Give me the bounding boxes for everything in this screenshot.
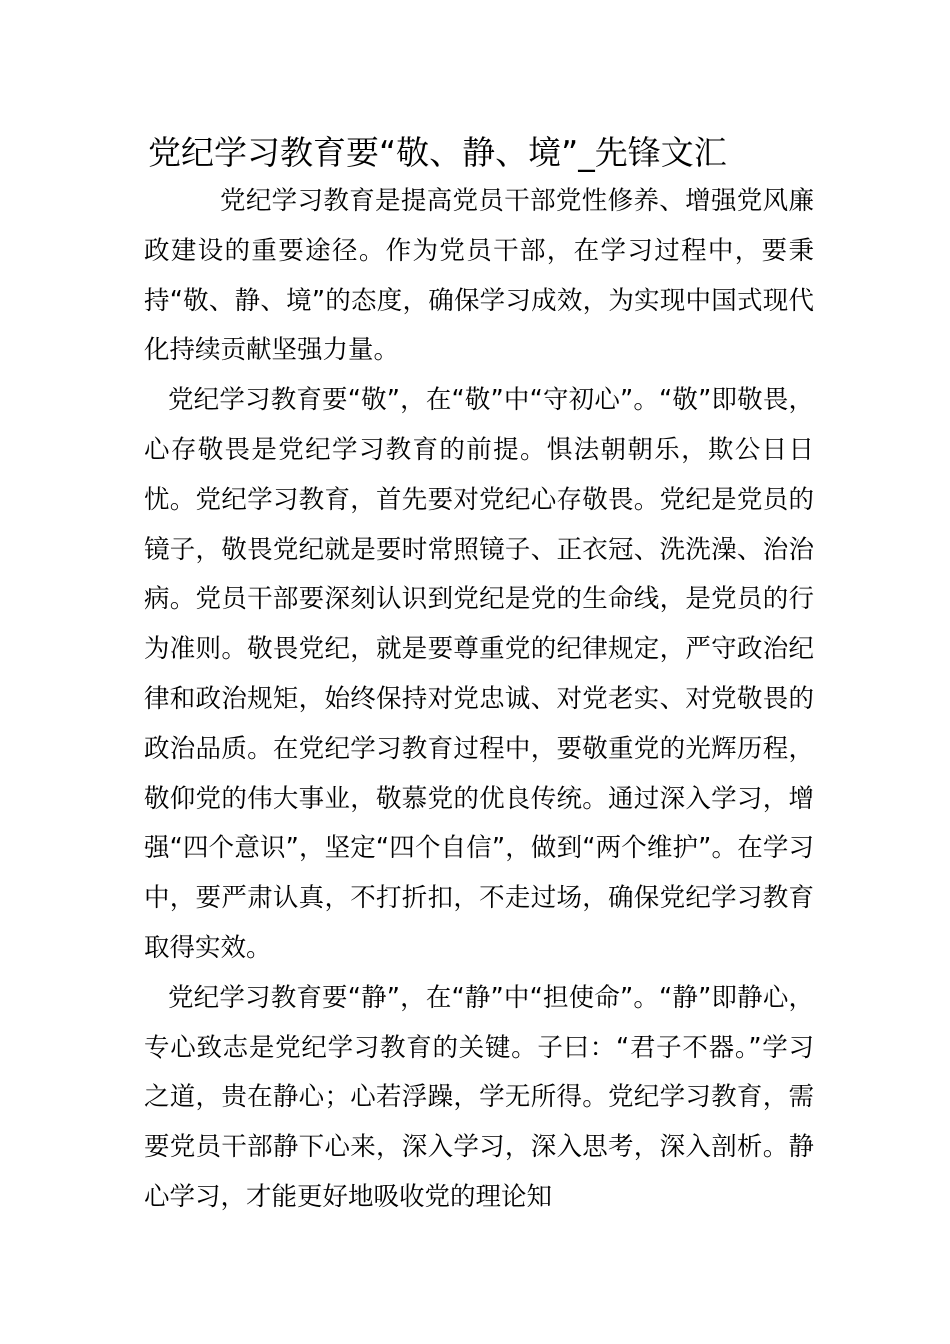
paragraph-intro: 党纪学习教育是提高党员干部党性修养、增强党风廉政建设的重要途径。作为党员干部，在学习过程中，要秉持“敬、静、境”的态度，确保学习成效，为实现中国式现代化持续贡献坚强力量。 xyxy=(144,186,814,366)
paragraph-jing-calm: 党纪学习教育要“静”，在“静”中“担使命”。“静”即静心，专心致志是党纪学习教育的关键。子曰：“君子不器。”学习之道，贵在静心；心若浮躁，学无所得。党纪学习教育，需要党员干部静下心来，深入学习，深入思考，深入剖析。静心学习，才能更好地吸收党的理论知 xyxy=(144,982,814,1212)
document-body xyxy=(144,177,814,1223)
paragraph-jing-respect: 党纪学习教育要“敬”，在“敬”中“守初心”。“敬”即敬畏，心存敬畏是党纪学习教育的前提。惧法朝朝乐，欺公日日忧。党纪学习教育，首先要对党纪心存敬畏。党纪是党员的镜子，敬畏党纪就是要时常照镜子、正衣冠、洗洗澡、治治病。党员干部要深刻认识到党纪是党的生命线，是党员的行为准则。敬畏党纪，就是要尊重党的纪律规定，严守政治纪律和政治规矩，始终保持对党忠诚、对党老实、对党敬畏的政治品质。在党纪学习教育过程中，要敬重党的光辉历程，敬仰党的伟大事业，敬慕党的优良传统。通过深入学习，增强“四个意识”，坚定“四个自信”，做到“两个维护”。在学习中，要严肃认真，不打折扣，不走过场，确保党纪学习教育取得实效。 xyxy=(144,385,814,963)
document-title: 党纪学习教育要“敬、静、境”_先锋文汇 xyxy=(148,133,727,172)
